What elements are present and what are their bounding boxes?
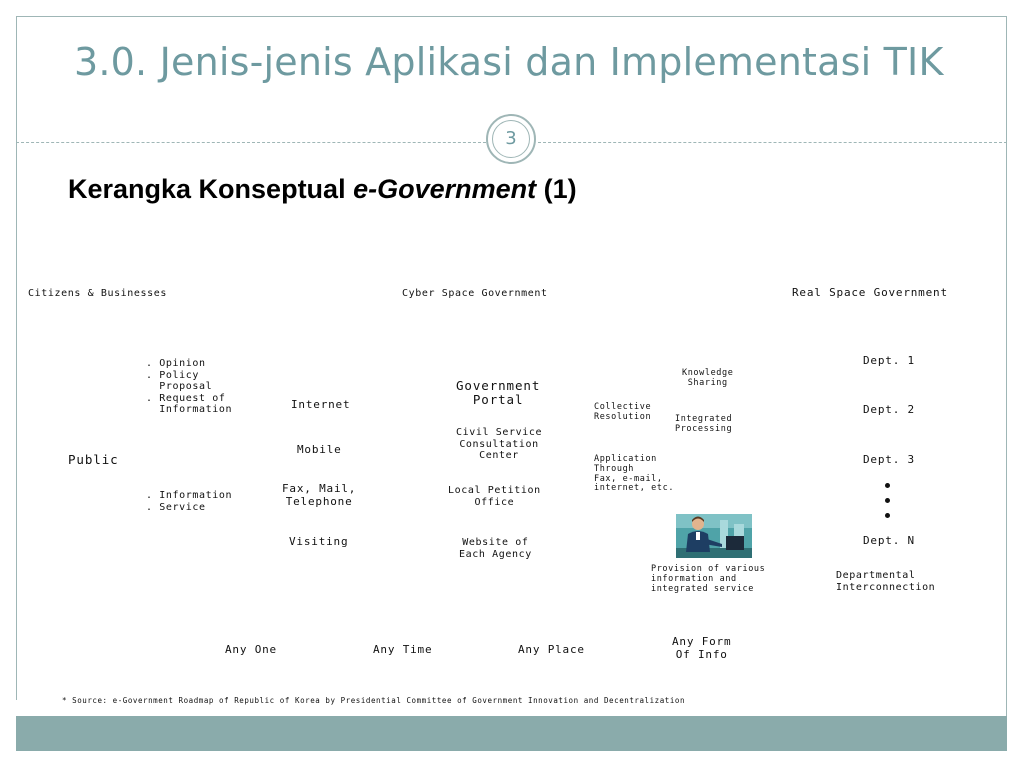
any-time: Any Time [373,643,433,656]
page-number-badge [486,114,536,164]
any-one: Any One [225,643,277,656]
application-channels: Application Through Fax, e-mail, internet, etc. [594,454,675,494]
left-edge-mark [16,700,24,716]
diagram-title-italic: e-Government [353,174,537,204]
diagram-title [68,174,577,205]
public-information-list: . Information . Service [146,490,233,513]
page-number: 3 [492,120,530,158]
dept-2: Dept. 2 [863,403,915,416]
ellipsis-dot-1 [885,483,890,488]
title-divider-right [538,142,1007,143]
local-petition-office: Local Petition Office [448,485,541,508]
knowledge-sharing: Knowledge Sharing [682,368,734,388]
dept-1: Dept. 1 [863,354,915,367]
government-portal: Government Portal [456,378,541,408]
header-real: Real Space Government [792,286,948,299]
channel-fax-mail-telephone: Fax, Mail, Telephone [282,482,357,508]
slide-title: 3.0. Jenis-jenis Aplikasi dan Implementasi TIK [74,40,944,84]
channel-visiting: Visiting [289,535,349,548]
diagram-title-suffix: (1) [536,174,577,204]
public-opinions-list: . Opinion . Policy Proposal . Request of Information [146,358,233,415]
title-divider-left [16,142,486,143]
agency-website: Website of Each Agency [459,537,532,560]
ellipsis-dot-2 [885,498,890,503]
civil-service-center: Civil Service Consultation Center [456,427,543,461]
public-label: Public [68,452,119,467]
provision-of-services: Provision of various information and integrated service [651,564,766,594]
collective-resolution: Collective Resolution [594,402,652,422]
integrated-processing: Integrated Processing [675,414,733,434]
source-note: * Source: e-Government Roadmap of Republic of Korea by Presidential Committee of Government Innovation and Decentralization [62,696,686,705]
header-cyber: Cyber Space Government [402,288,548,299]
person-at-computer-icon [676,514,752,558]
channel-mobile: Mobile [297,443,342,456]
footer-bar [16,716,1007,751]
ellipsis-dot-3 [885,513,890,518]
any-place: Any Place [518,643,585,656]
departmental-interconnection: Departmental Interconnection [836,570,936,593]
dept-3: Dept. 3 [863,453,915,466]
diagram-title-plain: Kerangka Konseptual [68,174,354,204]
dept-n: Dept. N [863,534,915,547]
channel-internet: Internet [291,398,351,411]
header-citizens: Citizens & Businesses [28,288,168,299]
any-form-of-info: Any Form Of Info [672,635,732,661]
